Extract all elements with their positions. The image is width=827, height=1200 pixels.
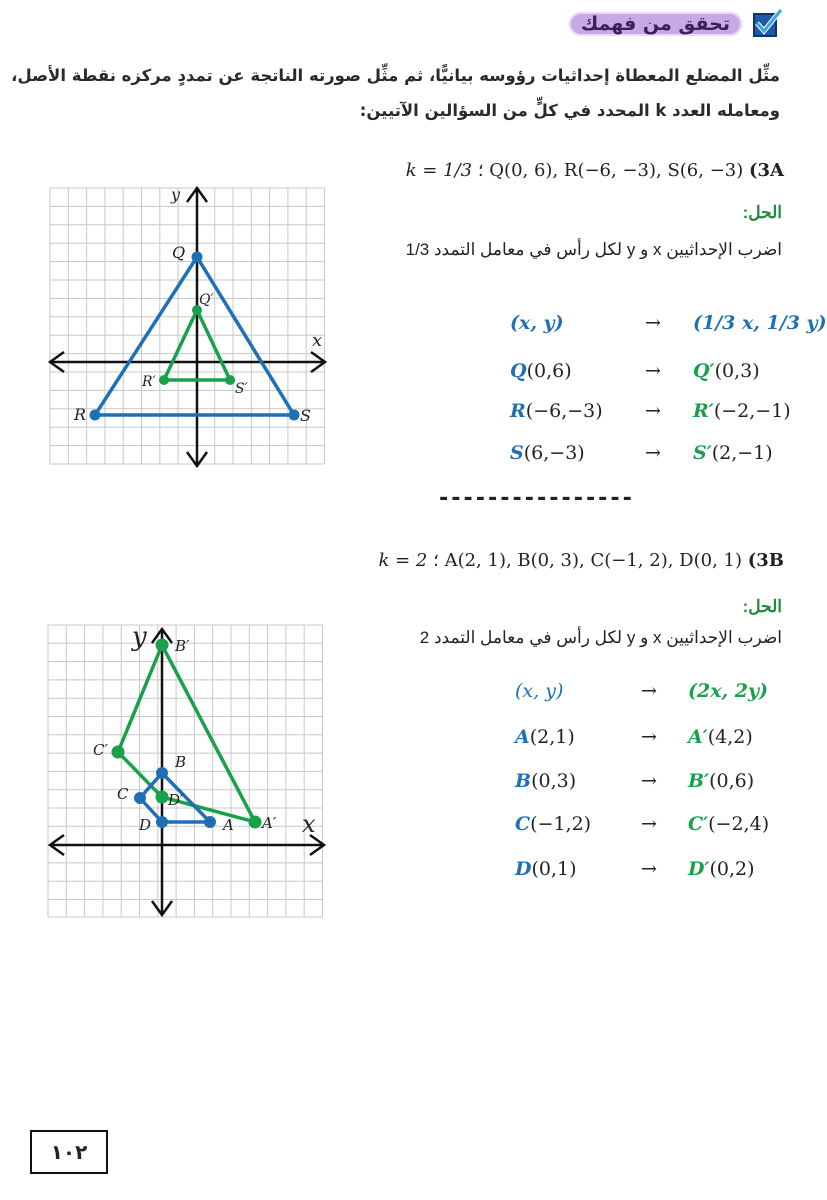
label-c-prime: C′ — [93, 741, 108, 759]
separator: ---------------- — [437, 486, 633, 511]
axes — [50, 629, 324, 915]
image-name: S′ — [693, 442, 712, 464]
rule-input: (x, y) — [510, 312, 564, 334]
label-a: A — [223, 816, 234, 834]
problem-3a-statement: k = 1/3 ؛ Q(0, 6), R(−6, −3), S(6, −3) (3A — [405, 160, 784, 181]
image-coords: (0,2) — [709, 858, 755, 880]
vertex-coords: (0,1) — [531, 858, 577, 880]
arrow: → — [641, 813, 657, 835]
point-a-prime — [249, 816, 262, 829]
problem-3b-statement: k = 2 ؛ A(2, 1), B(0, 3), C(−1, 2), D(0, 1) (3B — [378, 550, 784, 571]
arrow: → — [641, 726, 657, 748]
vertices: A(2, 1), B(0, 3), C(−1, 2), D(0, 1) — [444, 550, 742, 571]
label-q: Q — [172, 243, 186, 262]
vertex-coords: (0,6) — [526, 360, 572, 382]
label-r: R — [74, 405, 87, 424]
image-coords: (−2,−1) — [713, 400, 791, 422]
y-axis-label: y — [132, 622, 147, 652]
vertex-name: B — [515, 770, 532, 792]
image-name: C′ — [688, 813, 709, 835]
vertex-name: S — [510, 442, 524, 464]
point-a — [204, 816, 216, 828]
checkbox-icon — [750, 6, 784, 40]
point-q — [192, 252, 203, 263]
point-r-prime — [159, 375, 169, 385]
graph-3a — [40, 180, 340, 470]
k-value: k = 2 — [378, 550, 428, 571]
image-coords: (2,−1) — [711, 442, 773, 464]
label-s: S — [300, 406, 311, 425]
point-c-prime — [112, 746, 125, 759]
point-b-prime — [156, 639, 169, 652]
label-b: B — [175, 753, 187, 771]
solution-label: الحل: — [742, 203, 782, 222]
label-d-prime: D′ — [168, 791, 184, 809]
point-c — [134, 792, 146, 804]
image-coords: (−2,4) — [708, 813, 770, 835]
point-s-prime — [225, 375, 235, 385]
mapping-table-b — [515, 670, 795, 910]
grid — [48, 625, 323, 917]
label-a-prime: A′ — [262, 814, 277, 832]
section-title: تحقق من فهمك — [569, 12, 742, 36]
image-name: B′ — [688, 770, 710, 792]
vertex-coords: (6,−3) — [523, 442, 585, 464]
vertex-name: C — [515, 813, 531, 835]
rule-input: (x, y) — [515, 680, 564, 702]
point-b — [156, 767, 168, 779]
vertex-name: R — [510, 400, 526, 422]
problem-number: (3A — [748, 160, 784, 181]
x-axis-label: x — [302, 810, 316, 838]
graph-3b — [40, 615, 340, 925]
point-d — [156, 816, 168, 828]
point-d-prime — [156, 791, 169, 804]
vertex-coords: (−6,−3) — [525, 400, 603, 422]
image-name: R′ — [693, 400, 714, 422]
solution-label: الحل: — [742, 597, 782, 616]
arrow: → — [645, 442, 661, 464]
image-coords: (4,2) — [707, 726, 753, 748]
section-header — [564, 6, 784, 46]
rule-output: (1/3 x, 1/3 y) — [693, 312, 827, 334]
vertex-name: A — [515, 726, 530, 748]
grid — [50, 188, 325, 464]
vertex-coords: (0,3) — [531, 770, 577, 792]
arrow: → — [645, 400, 661, 422]
solution-description: اضرب الإحداثيين x و y لكل رأس في معامل التمدد 1/3 — [405, 240, 782, 259]
image-name: A′ — [688, 726, 708, 748]
mapping-table-a — [510, 308, 827, 468]
original-triangle-qrs — [95, 257, 294, 415]
image-coords: (0,6) — [709, 770, 755, 792]
y-axis-label: y — [171, 185, 181, 204]
x-axis-label: x — [312, 330, 323, 351]
vertices: Q(0, 6), R(−6, −3), S(6, −3) — [489, 160, 744, 181]
image-name: Q′ — [693, 360, 715, 382]
image-name: D′ — [688, 858, 710, 880]
vertex-coords: (−1,2) — [530, 813, 592, 835]
point-r — [90, 410, 101, 421]
label-d: D — [139, 816, 152, 834]
solution-description: اضرب الإحداثيين x و y لكل رأس في معامل التمدد 2 — [419, 628, 782, 647]
problem-number: (3B — [747, 550, 784, 571]
label-s-prime: S′ — [235, 381, 248, 397]
label-b-prime: B′ — [175, 637, 190, 655]
arrow: → — [641, 858, 657, 880]
point-s — [289, 410, 300, 421]
arrow: → — [645, 360, 661, 382]
vertex-coords: (2,1) — [529, 726, 575, 748]
arrow: → — [641, 680, 657, 702]
k-value: k = 1/3 — [405, 160, 473, 181]
arrow: → — [645, 312, 661, 334]
arrow: → — [641, 770, 657, 792]
page-number: ١٠٢ — [30, 1130, 108, 1174]
vertex-name: Q — [510, 360, 527, 382]
instructions: مثِّل المضلع المعطاة إحداثيات رؤوسه بيانيًّا، ثم مثِّل صورته الناتجة عن تمددٍ مركزه نقطة الأصل، ومعامله العدد k المحدد في كلٍّ من السؤالين الآتيين: — [11, 66, 780, 120]
vertex-name: D — [515, 858, 532, 880]
image-coords: (0,3) — [714, 360, 760, 382]
label-r-prime: R′ — [142, 374, 156, 390]
label-c: C — [117, 785, 129, 803]
label-q-prime: Q′ — [199, 292, 214, 308]
rule-output: (2x, 2y) — [688, 680, 769, 702]
